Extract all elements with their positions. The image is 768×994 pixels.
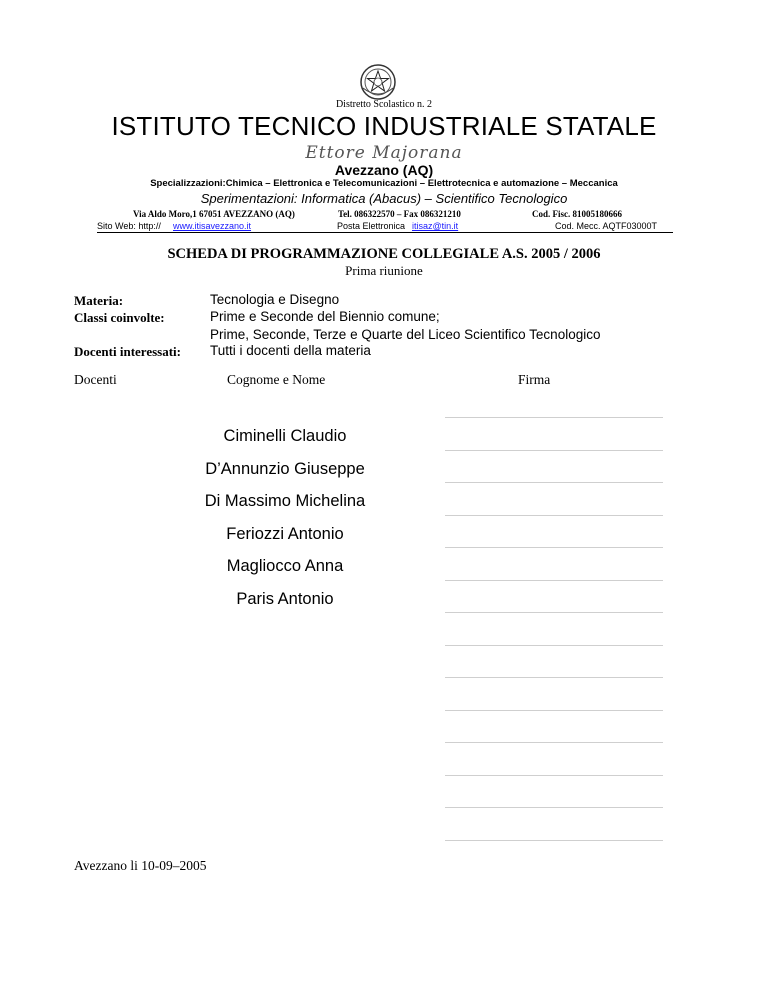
- website-link[interactable]: www.itisavezzano.it: [173, 221, 252, 231]
- signature-line[interactable]: [445, 775, 663, 808]
- teacher-name: D’Annunzio Giuseppe: [205, 459, 365, 478]
- teacher-name: Magliocco Anna: [226, 557, 344, 576]
- teacher-name: Paris Antonio: [236, 589, 334, 608]
- website-label: Sito Web: http://: [97, 221, 161, 231]
- mecc-code: Cod. Mecc. AQTF03000T: [555, 221, 658, 231]
- specializations: Specializzazioni:Chimica – Elettronica e Telecomunicazioni – Elettrotecnica e automazione – Meccanica: [150, 178, 618, 189]
- subject-label: Materia:: [74, 293, 124, 308]
- experimentations: Sperimentazioni: Informatica (Abacus) – Scientifico Tecnologico: [200, 191, 568, 206]
- column-header-docenti: Docenti: [74, 372, 117, 387]
- email-label: Posta Elettronica: [337, 221, 406, 231]
- signature-line[interactable]: [445, 450, 663, 483]
- column-header-signature: Firma: [518, 372, 551, 387]
- signature-lines: [445, 417, 663, 872]
- school-district: Distretto Scolastico n. 2: [335, 99, 433, 110]
- signature-line[interactable]: [445, 612, 663, 645]
- signature-line[interactable]: [445, 840, 663, 873]
- school-address: Via Aldo Moro,1 67051 AVEZZANO (AQ): [133, 209, 295, 219]
- classes-value-line-2: Prime, Seconde, Terze e Quarte del Liceo Scientifico Tecnologico: [210, 327, 601, 342]
- classes-value-line-1: Prime e Seconde del Biennio comune;: [210, 309, 440, 324]
- signature-line[interactable]: [445, 482, 663, 515]
- teacher-list: [160, 425, 410, 621]
- email-link[interactable]: itisaz@tin.it: [412, 221, 459, 231]
- header-divider: [97, 232, 673, 233]
- classes-label: Classi coinvolte:: [74, 310, 165, 325]
- signature-line[interactable]: [445, 807, 663, 840]
- signature-line[interactable]: [445, 742, 663, 775]
- signature-line[interactable]: [445, 677, 663, 710]
- school-name: ISTITUTO TECNICO INDUSTRIALE STATALE: [111, 111, 657, 141]
- column-header-name: Cognome e Nome: [227, 372, 326, 387]
- signature-line[interactable]: [445, 547, 663, 580]
- school-dedication: Ettore Majorana: [305, 143, 463, 163]
- phone-fax: Tel. 086322570 – Fax 086321210: [338, 209, 461, 219]
- teachers-value: Tutti i docenti della materia: [210, 343, 371, 358]
- signature-line[interactable]: [445, 515, 663, 548]
- teacher-name: Di Massimo Michelina: [204, 492, 366, 511]
- page-title: SCHEDA DI PROGRAMMAZIONE COLLEGIALE A.S. 2005 / 2006: [167, 246, 601, 262]
- teacher-name: Ciminelli Claudio: [223, 427, 347, 445]
- school-city: Avezzano (AQ): [334, 162, 434, 178]
- signature-line[interactable]: [445, 580, 663, 613]
- tax-code: Cod. Fisc. 81005180666: [532, 209, 622, 219]
- republic-emblem-icon: [358, 62, 398, 102]
- subject-value: Tecnologia e Disegno: [210, 292, 340, 307]
- place-and-date: Avezzano li 10-09–2005: [74, 858, 207, 873]
- signature-line[interactable]: [445, 417, 663, 450]
- signature-line[interactable]: [445, 710, 663, 743]
- signature-line[interactable]: [445, 645, 663, 678]
- teachers-label: Docenti interessati:: [74, 344, 181, 359]
- meeting-subtitle: Prima riunione: [345, 263, 423, 278]
- teacher-name: Feriozzi Antonio: [226, 524, 344, 543]
